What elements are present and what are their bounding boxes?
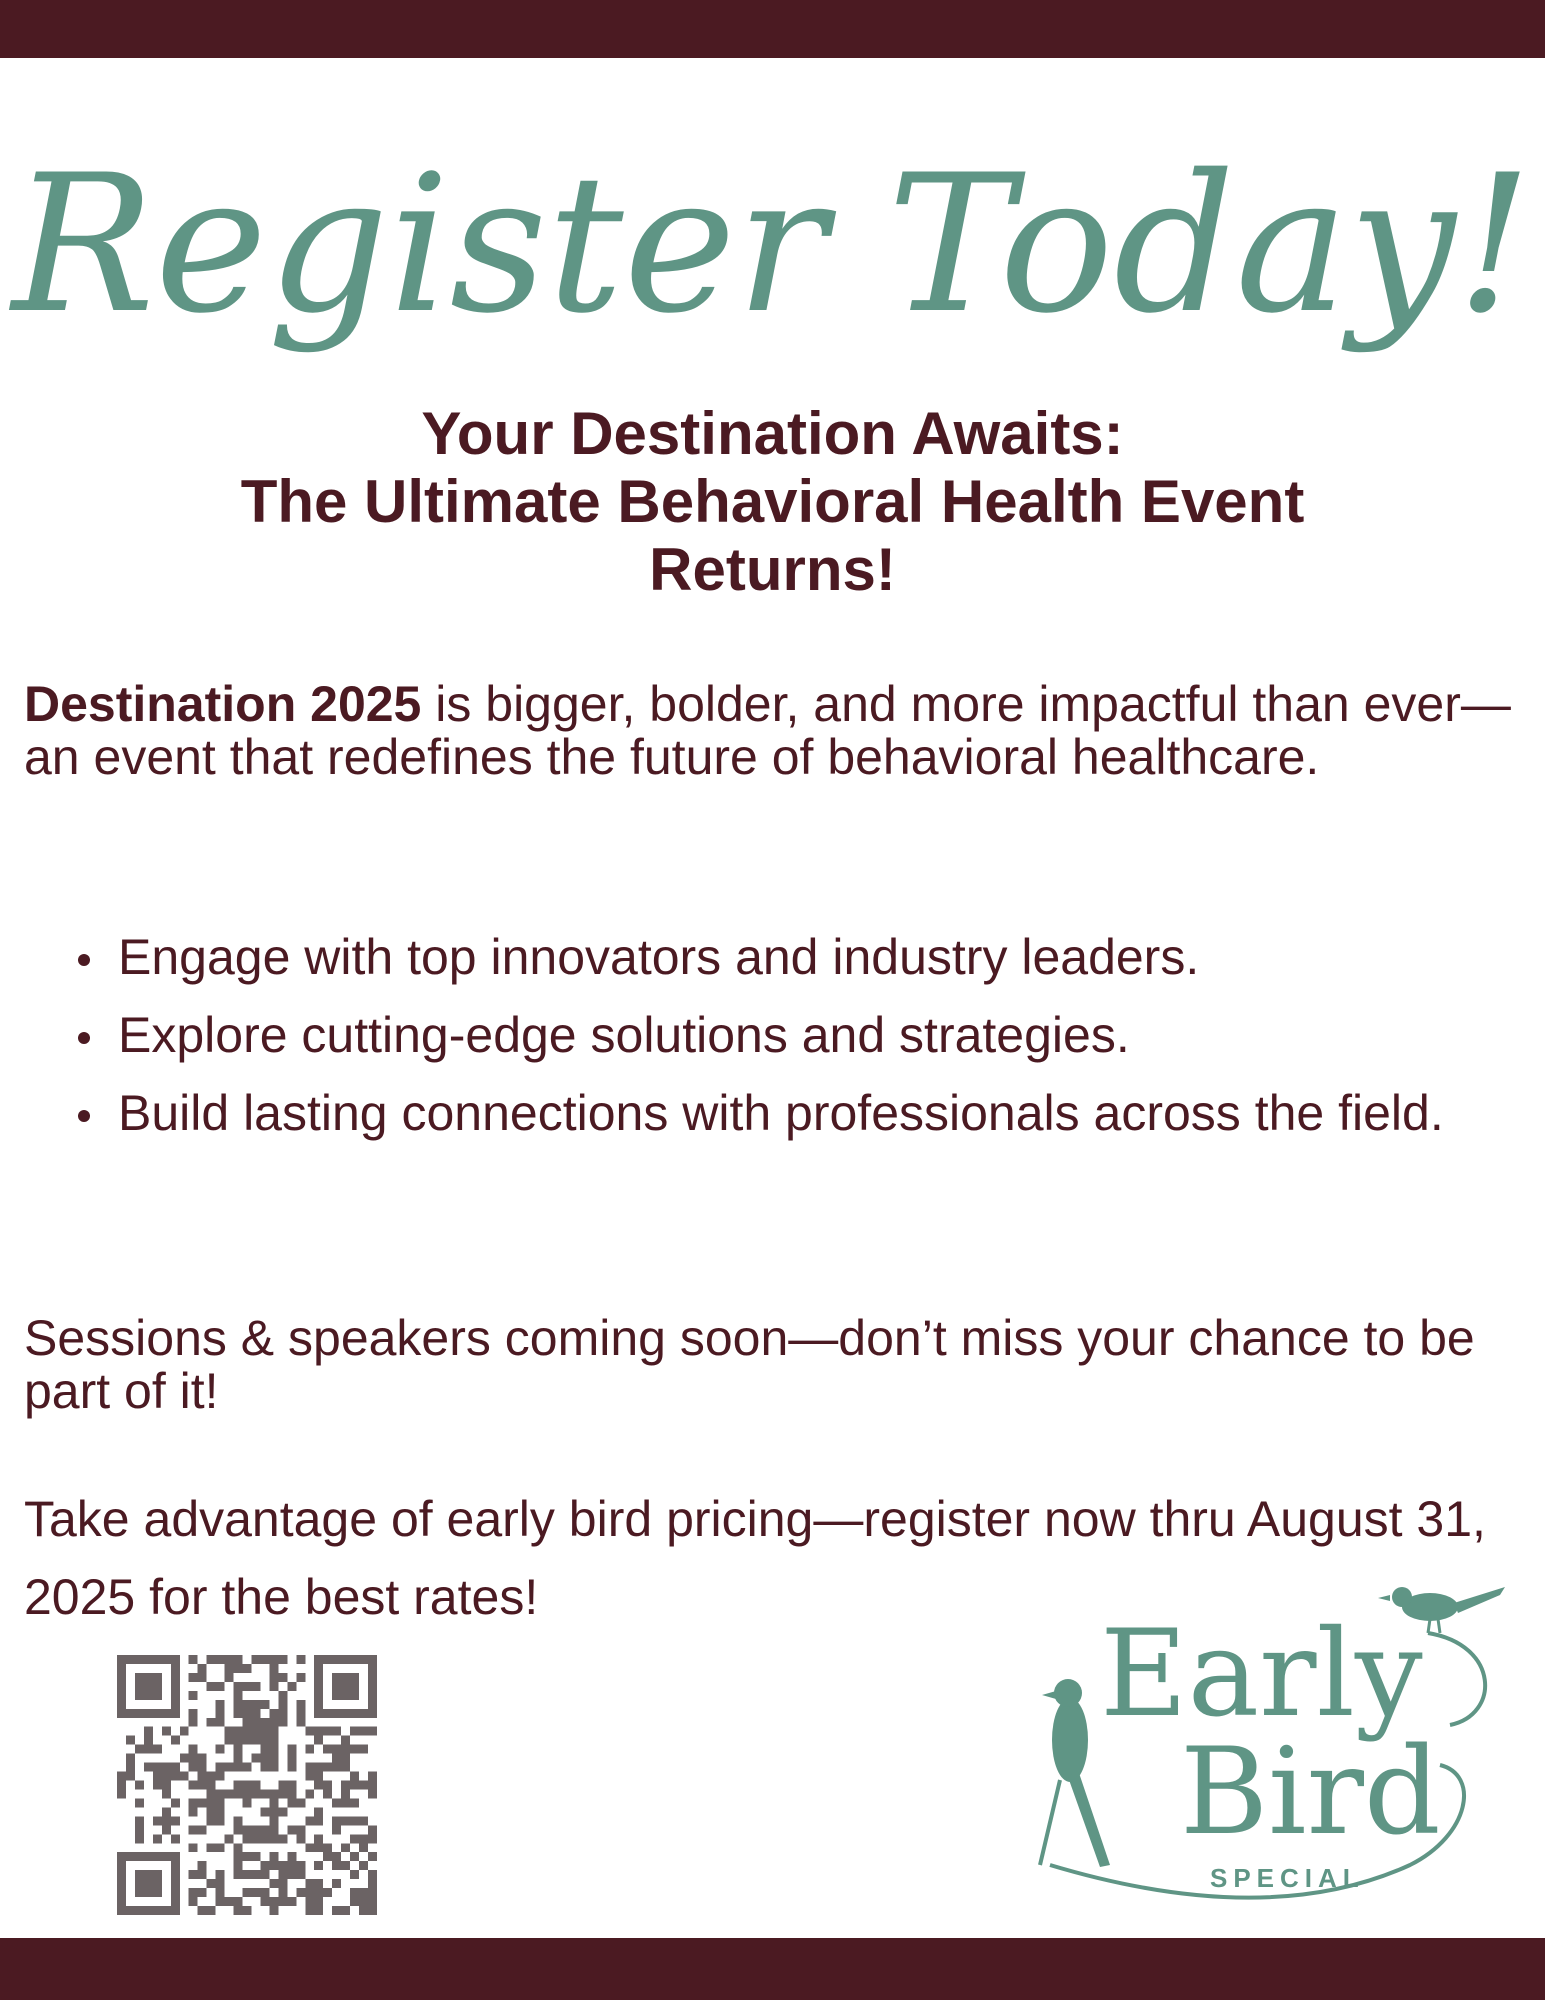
list-item: Build lasting connections with professionals across the field. [72, 1074, 1502, 1152]
sessions-paragraph: Sessions & speakers coming soon—don’t miss your chance to be part of it! [24, 1310, 1475, 1419]
script-title-text: Register Today! [11, 134, 1533, 355]
headline-line-2: The Ultimate Behavioral Health Event [240, 468, 1305, 535]
intro-paragraph [24, 678, 1524, 784]
headline-line-1: Your Destination Awaits: [421, 400, 1124, 467]
logo-word-special: SPECIAL [1210, 1863, 1365, 1893]
logo-word-bird: Bird [1180, 1723, 1441, 1862]
headline-line-3: Returns! [649, 536, 896, 603]
logo-word-early: Early [1100, 1605, 1423, 1744]
early-bird-paragraph: Take advantage of early bird pricing—register now thru August 31, 2025 for the best rates! [24, 1491, 1486, 1625]
intro-rest: is bigger, bolder, and more impactful than ever—an event that redefines the future of behavioral healthcare. [24, 676, 1511, 785]
early-bird-special-logo [1030, 1565, 1520, 1925]
benefits-list [72, 918, 1502, 1152]
register-today-title [0, 95, 1545, 395]
list-item: Explore cutting-edge solutions and strategies. [72, 996, 1502, 1074]
headline [100, 400, 1445, 604]
top-band [0, 0, 1545, 58]
list-item: Engage with top innovators and industry leaders. [72, 918, 1502, 996]
qr-code[interactable] [117, 1655, 377, 1915]
event-name: Destination 2025 [24, 676, 422, 732]
bottom-band [0, 1938, 1545, 2000]
